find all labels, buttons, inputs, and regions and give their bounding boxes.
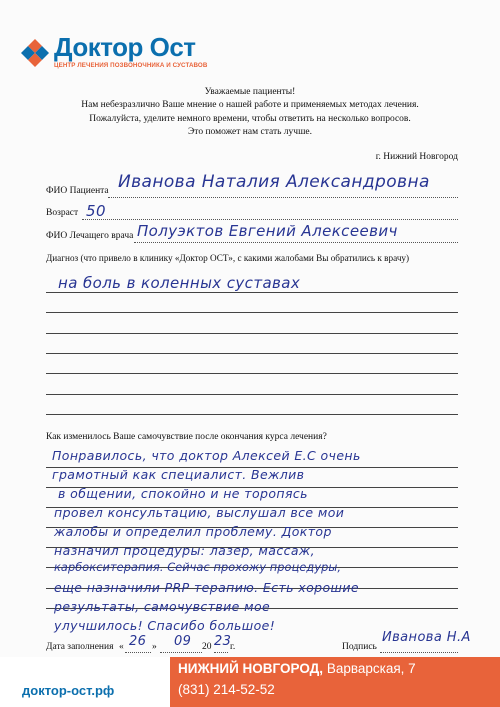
brand-subtitle: ЦЕНТР ЛЕЧЕНИЯ ПОЗВОНОЧНИКА И СУСТАВОВ <box>54 62 208 69</box>
intro-greeting: Уважаемые пациенты! <box>204 87 296 97</box>
date-year-suffix: г. <box>230 642 236 652</box>
feeling-text-line[interactable]: провел консультацию, выслушал все мои <box>54 505 345 520</box>
date-day-value[interactable]: 26 <box>129 634 147 649</box>
diagnosis-line <box>46 394 458 395</box>
date-close-quote: » <box>152 642 157 652</box>
intro-line: Это поможет нам стать лучше. <box>188 126 312 137</box>
footer-city: НИЖНИЙ НОВГОРОД, <box>178 661 324 676</box>
diagnosis-line <box>46 312 458 313</box>
feeling-text-line[interactable]: жалобы и определил проблему. Доктор <box>54 524 332 539</box>
signature-value[interactable]: Иванова Н.А <box>382 630 471 645</box>
footer-website-panel <box>0 657 170 707</box>
patient-name-value[interactable]: Иванова Наталия Александровна <box>118 172 430 192</box>
date-month-value[interactable]: 09 <box>174 634 192 649</box>
doctor-name-underline <box>134 242 458 243</box>
date-year-value[interactable]: 23 <box>214 634 232 649</box>
feeling-text-line[interactable]: результаты, самочувствие мое <box>54 599 271 614</box>
doctor-name-value[interactable]: Полуэктов Евгений Алексеевич <box>137 222 398 240</box>
patient-name-label: ФИО Пациента <box>46 186 109 196</box>
feeling-text-line[interactable]: карбокситерапия. Сейчас прохожу процедуры, <box>54 561 342 574</box>
city-label: г. Нижний Новгород <box>375 152 458 162</box>
intro-line: Нам небезразлично Ваше мнение о нашей работе и применяемых методах лечения. <box>81 100 419 111</box>
brand-name: Доктор Ост <box>54 32 196 62</box>
patient-name-underline <box>108 197 458 198</box>
diagnosis-value[interactable]: на боль в коленных суставах <box>58 274 301 292</box>
diagnosis-line <box>46 373 458 374</box>
footer <box>0 657 500 707</box>
intro-line: Пожалуйста, уделите немного времени, чтобы ответить на несколько вопросов. <box>89 113 411 124</box>
diagnosis-label: Диагноз (что привело в клинику «Доктор ОСТ», с какими жалобами Вы обратились к врачу) <box>46 253 410 263</box>
footer-contact-panel <box>170 657 500 707</box>
date-label: Дата заполнения <box>46 642 114 652</box>
signature-label: Подпись <box>342 642 377 652</box>
signature-underline <box>380 652 458 653</box>
website-link[interactable]: доктор-ост.рф <box>22 683 115 698</box>
date-open-quote: « <box>119 642 124 652</box>
age-value[interactable]: 50 <box>86 202 106 220</box>
medical-cross-icon <box>20 37 50 67</box>
feeling-text-line[interactable]: назначил процедуры: лазер, массаж, <box>54 543 315 558</box>
feeling-text-line[interactable]: еще назначили PRP терапию. Есть хорошие <box>54 580 359 595</box>
footer-phone[interactable]: (831) 214-52-52 <box>178 682 275 697</box>
date-month-underline <box>160 652 202 653</box>
date-year-underline <box>214 652 228 653</box>
diagnosis-line <box>46 292 458 293</box>
date-year-prefix: 20 <box>202 642 212 652</box>
footer-address <box>178 661 416 676</box>
intro-text <box>0 86 500 139</box>
diagnosis-line <box>46 414 458 415</box>
feeling-text-line[interactable]: улучшилось! Спасибо большое! <box>54 618 276 633</box>
age-label: Возраст <box>46 208 79 218</box>
feeling-text-line[interactable]: в общении, спокойно и не торопясь <box>58 486 308 501</box>
feeling-text-line[interactable]: грамотный как специалист. Вежлив <box>52 467 305 482</box>
brand-logo <box>20 34 207 69</box>
age-underline <box>82 219 458 220</box>
feeling-label: Как изменилось Ваше самочувствие после окончания курса лечения? <box>46 432 327 442</box>
doctor-name-label: ФИО Лечащего врача <box>46 231 134 241</box>
date-day-underline <box>125 652 151 653</box>
feeling-text-line[interactable]: Понравилось, что доктор Алексей Е.С очень <box>52 448 361 463</box>
diagnosis-line <box>46 333 458 334</box>
footer-street: Варварская, 7 <box>326 661 416 676</box>
diagnosis-line <box>46 353 458 354</box>
